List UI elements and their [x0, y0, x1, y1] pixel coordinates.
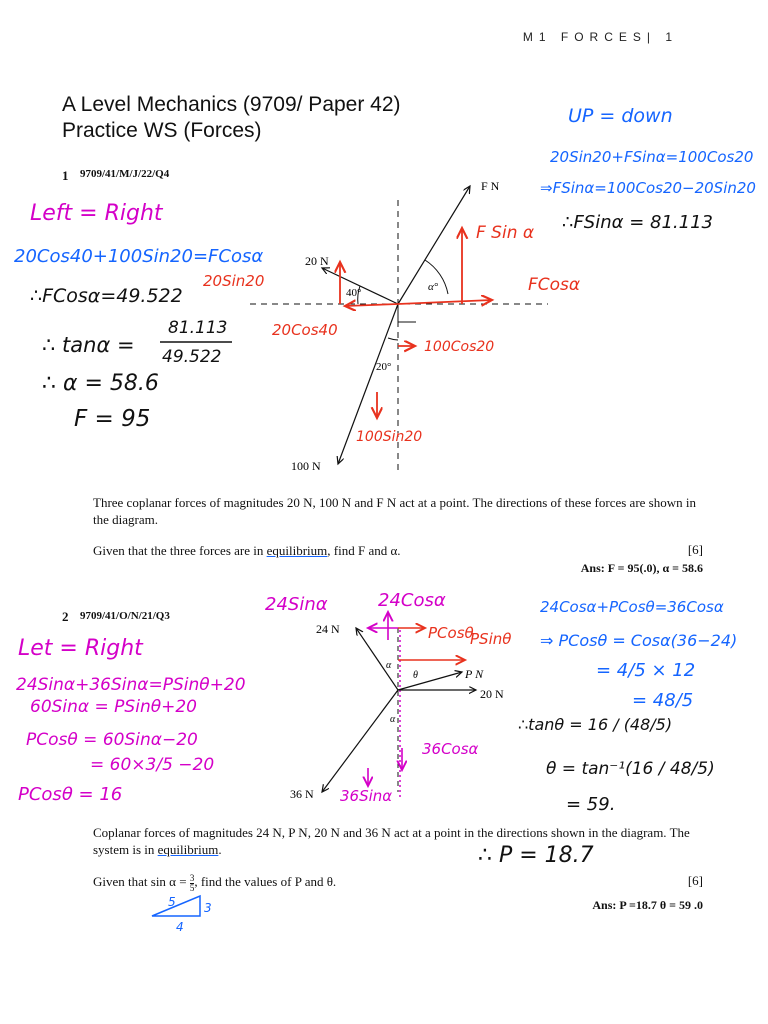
- q1-hw-100sin: 100Sin20: [356, 429, 423, 445]
- q1-hw-fsin-result: ∴FSinα = 81.113: [562, 212, 714, 233]
- q2-fraction: $\frac{3}{5}$: [189, 872, 195, 893]
- q1-question: Given that the three forces are in equilibrium, find F and α.: [93, 543, 401, 558]
- q1-label-angle-40: 40°: [346, 287, 362, 299]
- q1-hw-tan-den: 49.522: [162, 347, 222, 367]
- q1-hw-tan-label: ∴ tanα =: [42, 333, 135, 357]
- q1-label-angle-20: 20°: [376, 361, 392, 373]
- q2-hw-eq1: 24Sinα+36Sinα=PSinθ+20: [16, 675, 246, 695]
- title-line-2: Practice WS (Forces): [62, 119, 262, 142]
- q2-label-20: 20 N: [480, 687, 504, 701]
- q1-angle-20-arc: [388, 338, 398, 340]
- q1-hw-eq3: ⇒FSinα=100Cos20−20Sin20: [540, 179, 756, 197]
- q1-right-angle-mark: [398, 304, 416, 322]
- q1-answer: Ans: F = 95(.0), α = 58.6: [580, 561, 703, 575]
- q2-label-24: 24 N: [316, 622, 340, 636]
- q2-hw-36sin: 36Sinα: [340, 787, 393, 805]
- q1-statement: Three coplanar forces of magnitudes 20 N, 100 N and F N act at a point. The directions of these forces are shown in the diagram.: [93, 495, 696, 527]
- q1-number: 1: [62, 168, 69, 183]
- q2-statement: Coplanar forces of magnitudes 24 N, P N, 20 N and 36 N act at a point in the directions shown in the diagram. The system is in equilibrium.: [93, 825, 690, 857]
- q2-marks: [6]: [687, 873, 703, 888]
- q2-hw-eq4: = 60×3/5 −20: [90, 755, 215, 775]
- q2-hw-tan: ∴tanθ = 16 / (48/5): [518, 715, 673, 734]
- q2-hw-r4: = 48/5: [632, 690, 694, 711]
- q1-hw-eq2: 20Sin20+FSinα=100Cos20: [550, 148, 754, 166]
- q1-hw-alpha: ∴ α = 58.6: [42, 371, 159, 396]
- q2-equilibrium-underline: equilibrium: [157, 842, 219, 857]
- q1-hw-20sin: 20Sin20: [203, 272, 265, 290]
- svg-text:4: 4: [176, 920, 184, 934]
- q2-hw-triangle: [152, 895, 212, 934]
- q1-label-100: 100 N: [291, 459, 321, 473]
- q2-number: 2: [62, 609, 69, 624]
- q2-hw-theta-val: = 59.: [566, 794, 616, 815]
- q2-hw-r1: 24Cosα+PCosθ=36Cosα: [540, 598, 724, 616]
- q2-purple-components: [368, 612, 402, 786]
- q1-hw-100cos: 100Cos20: [424, 339, 495, 355]
- q1-marks: [6]: [687, 542, 703, 557]
- q2-hw-36cos: 36Cosα: [422, 740, 479, 758]
- svg-text:5: 5: [168, 895, 176, 909]
- q1-label-f: F N: [481, 179, 500, 193]
- q2-hw-24cos: 24Cosα: [378, 590, 446, 611]
- q2-label-p: P N: [465, 667, 484, 681]
- q2-hw-theta: θ = tan⁻¹(16 / 48/5): [546, 759, 715, 779]
- q1-hw-fcos-result: ∴FCosα=49.522: [30, 285, 183, 307]
- q2-given: Given that sin α = $\frac{3}{5}$ , find the values of P and θ.: [93, 872, 337, 893]
- q1-hw-up-down: UP = down: [568, 105, 673, 127]
- q2-hw-r3: = 4/5 × 12: [596, 660, 696, 681]
- q1-label-20: 20 N: [305, 254, 329, 268]
- q2-label-36: 36 N: [290, 787, 314, 801]
- q2-hw-pcos-result: PCosθ = 16: [18, 784, 123, 805]
- q1-hw-eq1: 20Cos40+100Sin20=FCosα: [14, 246, 264, 267]
- q2-force-36-arrow: [322, 690, 398, 792]
- q1-hw-f: F = 95: [74, 406, 151, 432]
- q2-hw-p: ∴ P = 18.7: [478, 843, 594, 868]
- q2-hw-24sin: 24Sinα: [265, 594, 328, 615]
- q2-label-alpha-bottom: α: [390, 714, 396, 725]
- q1-equilibrium-underline: equilibrium: [266, 543, 328, 558]
- q1-red-components: [340, 228, 495, 418]
- q2-hw-eq2: 60Sinα = PSinθ+20: [30, 697, 197, 717]
- q2-label-theta: θ: [413, 670, 418, 681]
- q1-hw-fcos: FCosα: [528, 275, 581, 295]
- q2-force-p-arrow: [398, 672, 462, 690]
- q2-force-diagram: [290, 622, 504, 801]
- q2-hw-pcos: PCosθ: [428, 624, 474, 642]
- q1-hw-20cos: 20Cos40: [272, 321, 338, 339]
- title-line-1: A Level Mechanics (9709/ Paper 42): [62, 93, 401, 116]
- q2-force-24-arrow: [356, 628, 398, 690]
- q2-hw-r2: ⇒ PCosθ = Cosα(36−24): [540, 631, 738, 650]
- q2-hw-eq3: PCosθ = 60Sinα−20: [26, 730, 198, 750]
- q1-hw-left-right: Left = Right: [30, 201, 163, 226]
- q2-hw-psin: PSinθ: [470, 630, 512, 648]
- q1-reference: 9709/41/M/J/22/Q4: [80, 168, 170, 180]
- page-header: M1 FORCES| 1: [522, 30, 678, 44]
- q2-label-alpha-top: α: [386, 660, 392, 671]
- q1-hw-fsin: F Sin α: [476, 223, 535, 243]
- q2-answer: Ans: P =18.7 θ = 59 .0: [592, 898, 703, 912]
- q2-reference: 9709/41/O/N/21/Q3: [80, 610, 170, 622]
- q1-hw-tan-num: 81.113: [168, 318, 228, 338]
- q2-hw-left-right: Let = Right: [18, 636, 143, 661]
- svg-text:3: 3: [204, 901, 212, 915]
- q1-label-alpha: α°: [428, 281, 439, 293]
